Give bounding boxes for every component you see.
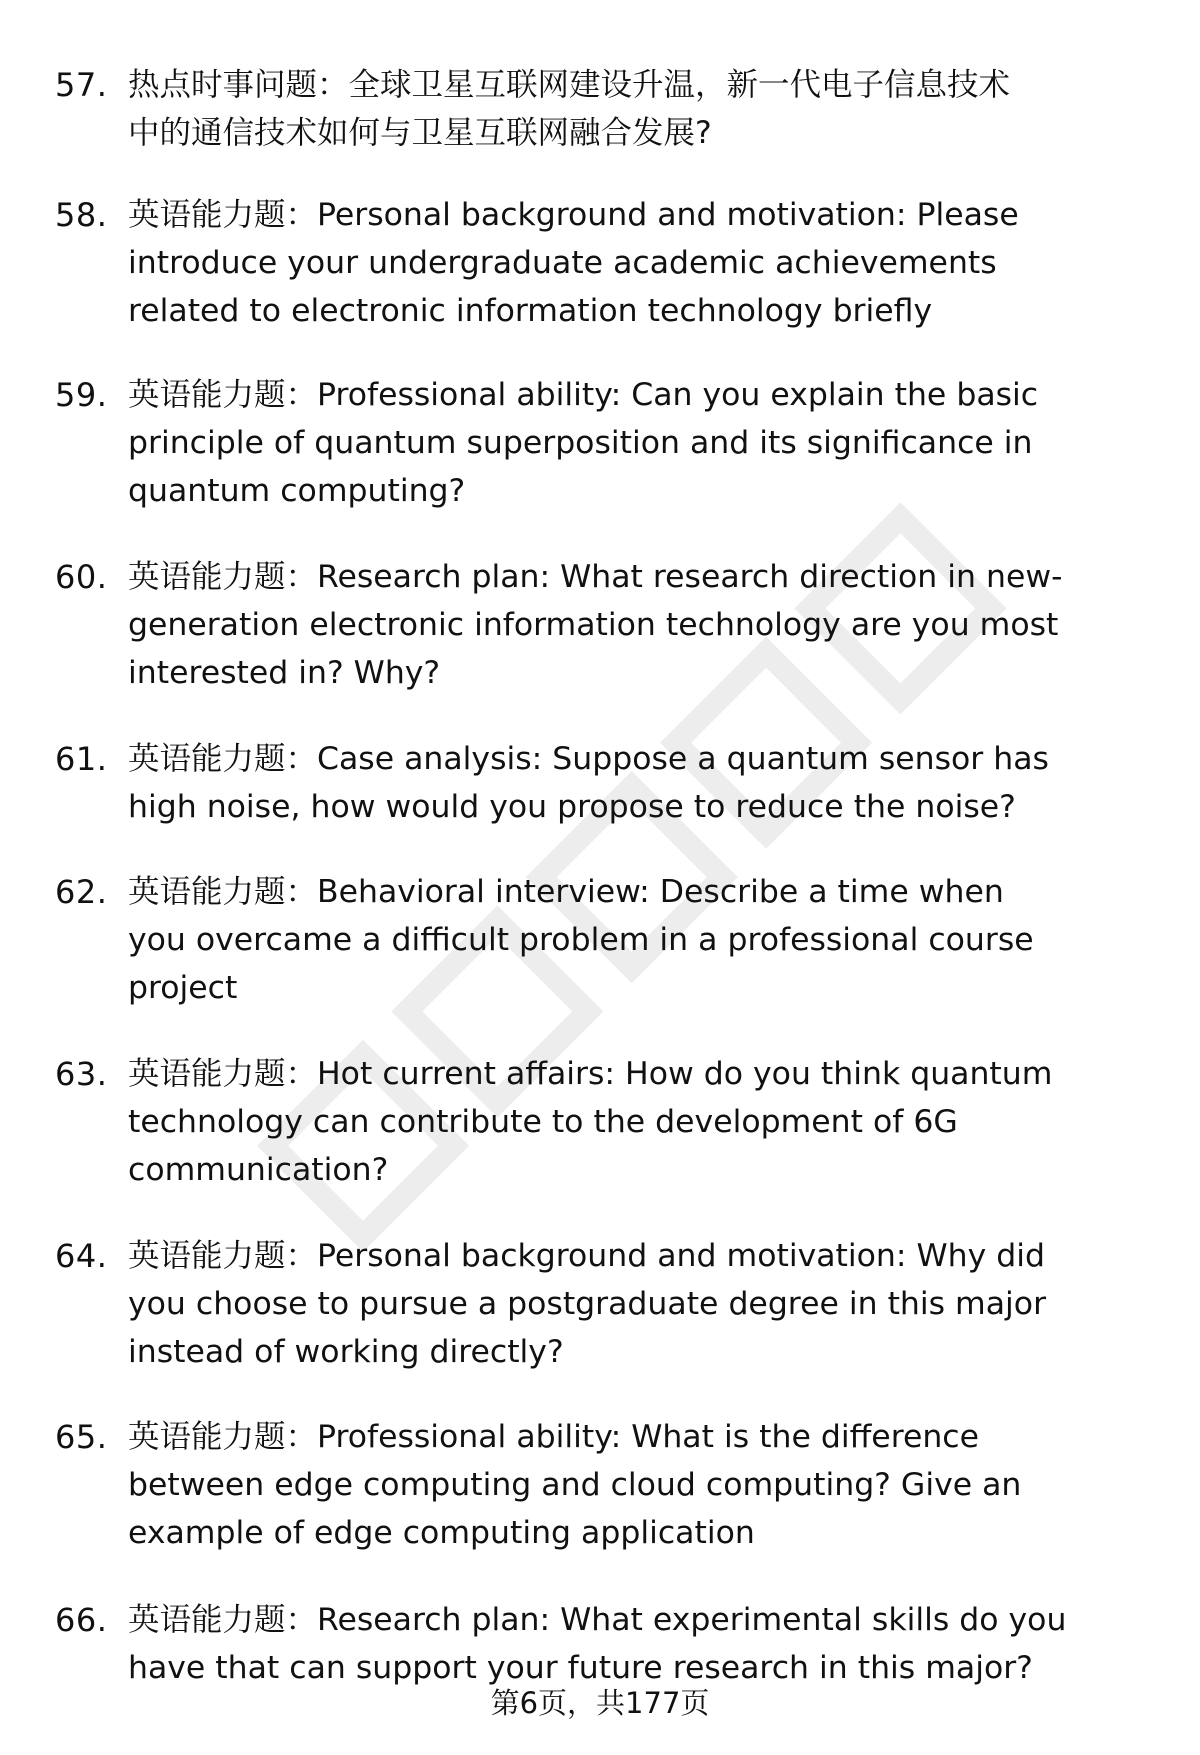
question-line: instead of working directly? — [128, 1334, 564, 1370]
question-line: 英语能力题：Professional ability: What is the difference — [128, 1419, 979, 1455]
question-line: project — [128, 970, 238, 1006]
question-text — [128, 1413, 1188, 1557]
question-text — [128, 553, 1188, 697]
question-line: 英语能力题：Case analysis: Suppose a quantum sensor has — [128, 741, 1049, 777]
question-number: 59. — [55, 376, 108, 414]
question-number: 61. — [55, 740, 108, 778]
question-line: communication? — [128, 1152, 389, 1188]
question-line: you choose to pursue a postgraduate degree in this major — [128, 1286, 1047, 1322]
question-line: 英语能力题：Personal background and motivation: Why did — [128, 1238, 1045, 1274]
question-number: 57. — [55, 66, 108, 104]
question-line: 中的通信技术如何与卫星互联网融合发展? — [128, 115, 712, 151]
question-text — [128, 371, 1188, 515]
question-line: quantum computing? — [128, 473, 466, 509]
question-number: 66. — [55, 1601, 108, 1639]
question-text — [128, 868, 1188, 1012]
question-text — [128, 191, 1188, 335]
question-text — [128, 61, 1188, 157]
question-text — [128, 1050, 1188, 1194]
page-footer — [0, 1683, 1200, 1723]
question-line: generation electronic information technology are you most — [128, 607, 1059, 643]
question-text — [128, 735, 1188, 831]
question-line: between edge computing and cloud computing? Give an — [128, 1467, 1022, 1503]
question-text — [128, 1596, 1188, 1692]
question-line: related to electronic information technology briefly — [128, 293, 933, 329]
question-number: 63. — [55, 1055, 108, 1093]
question-number: 60. — [55, 558, 108, 596]
question-line: interested in? Why? — [128, 655, 441, 691]
question-line: principle of quantum superposition and its significance in — [128, 425, 1033, 461]
question-line: 英语能力题：Professional ability: Can you explain the basic — [128, 377, 1039, 413]
question-text — [128, 1232, 1188, 1376]
question-line: 英语能力题：Behavioral interview: Describe a time when — [128, 874, 1004, 910]
question-number: 64. — [55, 1237, 108, 1275]
question-line: technology can contribute to the development of 6G — [128, 1104, 958, 1140]
page-indicator: 第6页，共177页 — [490, 1686, 710, 1720]
question-line: introduce your undergraduate academic achievements — [128, 245, 997, 281]
question-line: 英语能力题：Research plan: What research direction in new- — [128, 559, 1063, 595]
question-line: high noise, how would you propose to reduce the noise? — [128, 789, 1016, 825]
question-line: 英语能力题：Research plan: What experimental skills do you — [128, 1602, 1067, 1638]
question-line: 英语能力题：Personal background and motivation: Please — [128, 197, 1019, 233]
question-number: 62. — [55, 873, 108, 911]
question-number: 58. — [55, 196, 108, 234]
question-line: you overcame a difficult problem in a professional course — [128, 922, 1034, 958]
question-line: 热点时事问题：全球卫星互联网建设升温，新一代电子信息技术 — [128, 67, 1011, 103]
question-line: 英语能力题：Hot current affairs: How do you think quantum — [128, 1056, 1053, 1092]
question-line: have that can support your future research in this major? — [128, 1650, 1033, 1686]
question-line: example of edge computing application — [128, 1515, 755, 1551]
question-number: 65. — [55, 1418, 108, 1456]
